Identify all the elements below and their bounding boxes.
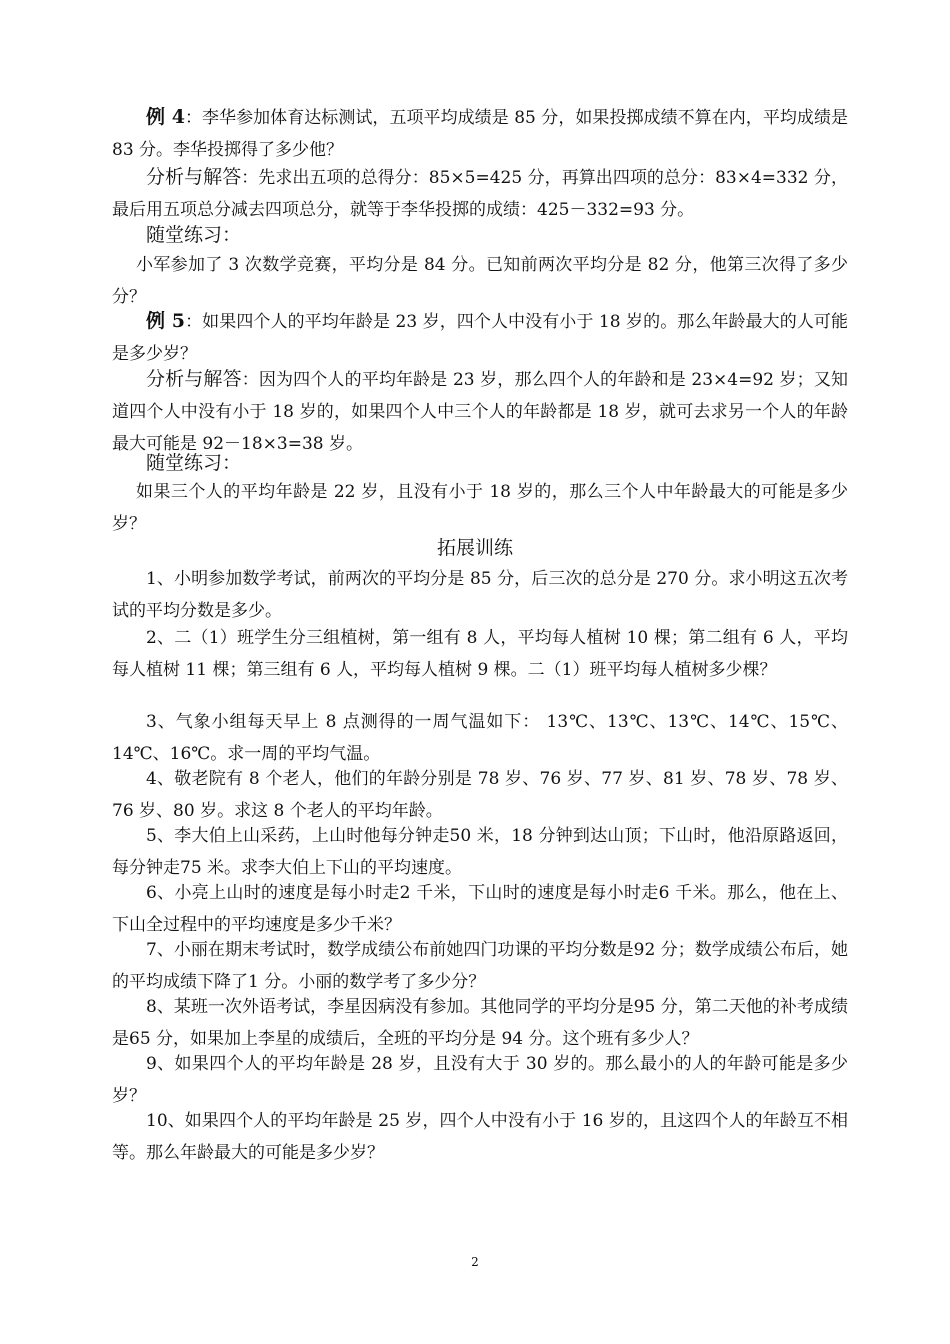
example-4-label: 例 4	[146, 106, 185, 128]
extension-item-5: 5、李大伯上山采药，上山时他每分钟走50 米，18 分钟到达山顶；下山时，他沿原路返回，每分钟走75 米。求李大伯上下山的平均速度。	[112, 826, 848, 878]
example-4-colon: ：	[184, 108, 203, 128]
example-5	[112, 305, 848, 370]
practice-1-heading	[112, 219, 848, 252]
example-5-label: 例 5	[146, 310, 185, 332]
example-4-answer-label: 分析与解答	[146, 166, 242, 188]
extension-item-4: 4、敬老院有 8 个老人，他们的年龄分别是 78 岁、76 岁、77 岁、81 岁、78 岁、78 岁、76 岁、80 岁。求这 8 个老人的平均年龄。	[112, 769, 848, 821]
practice-1-label: 随堂练习：	[146, 224, 242, 246]
extension-item-6: 6、小亮上山时的速度是每小时走2 千米，下山时的速度是每小时走6 千米。那么，他在上、下山全过程中的平均速度是多少千米？	[112, 883, 848, 935]
extension-item-9: 9、如果四个人的平均年龄是 28 岁，且没有大于 30 岁的。那么最小的人的年龄可能是多少岁？	[112, 1054, 848, 1106]
example-5-colon: ：	[185, 312, 203, 332]
extension-item-1: 1、小明参加数学考试，前两次的平均分是 85 分，后三次的总分是 270 分。求小明这五次考试的平均分数是多少。	[112, 569, 848, 621]
example-4-text: 李华参加体育达标测试，五项平均成绩是 85 分，如果投掷成绩不算在内，平均成绩是 83 分。李华投掷得了多少他？	[112, 108, 848, 160]
example-5-answer-label: 分析与解答	[146, 368, 242, 390]
example-4-answer	[112, 161, 848, 226]
practice-1-text: 小军参加了 3 次数学竞赛，平均分是 84 分。已知前两次平均分是 82 分，他第三次得了多少分？	[112, 255, 848, 307]
example-5-text: 如果四个人的平均年龄是 23 岁，四个人中没有小于 18 岁的。那么年龄最大的人可能是多少岁？	[112, 312, 848, 364]
extension-item-10: 10、如果四个人的平均年龄是 25 岁，四个人中没有小于 16 岁的，且这四个人的年龄互不相等。那么年龄最大的可能是多少岁？	[112, 1111, 848, 1163]
example-5-answer	[112, 363, 848, 460]
example-5-answer-text: ：因为四个人的平均年龄是 23 岁，那么四个人的年龄和是 23×4=92 岁；又知道四个人中没有小于 18 岁的，如果四个人中三个人的年龄都是 18 岁，就可去求另一个人的年龄最大可能是 92－18×3=38 岁。	[112, 370, 848, 454]
extension-item-3: 3、气象小组每天早上 8 点测得的一周气温如下： 13℃、13℃、13℃、14℃、15℃、14℃、16℃。求一周的平均气温。	[112, 712, 848, 764]
practice-2-label: 随堂练习：	[146, 452, 242, 474]
extension-item-2: 2、二（1）班学生分三组植树，第一组有 8 人，平均每人植树 10 棵；第二组有 6 人，平均每人植树 11 棵；第三组有 6 人，平均每人植树 9 棵。二（1）班平均每人植树多少棵？	[112, 628, 848, 680]
practice-2-text: 如果三个人的平均年龄是 22 岁，且没有小于 18 岁的，那么三个人中年龄最大的可能是多少岁？	[112, 482, 848, 534]
extension-item-8: 8、某班一次外语考试，李星因病没有参加。其他同学的平均分是95 分，第二天他的补考成绩是65 分，如果加上李星的成绩后，全班的平均分是 94 分。这个班有多少人？	[112, 997, 848, 1049]
extension-title: 拓展训练	[436, 537, 513, 559]
page-number: 2	[471, 1255, 479, 1269]
example-4	[112, 101, 848, 166]
extension-item-7: 7、小丽在期末考试时，数学成绩公布前她四门功课的平均分数是92 分；数学成绩公布后，她的平均成绩下降了1 分。小丽的数学考了多少分？	[112, 940, 848, 992]
example-4-answer-text: ：先求出五项的总得分：85×5=425 分，再算出四项的总分：83×4=332 分，最后用五项总分减去四项总分，就等于李华投掷的成绩：425－332=93 分。	[112, 168, 848, 220]
